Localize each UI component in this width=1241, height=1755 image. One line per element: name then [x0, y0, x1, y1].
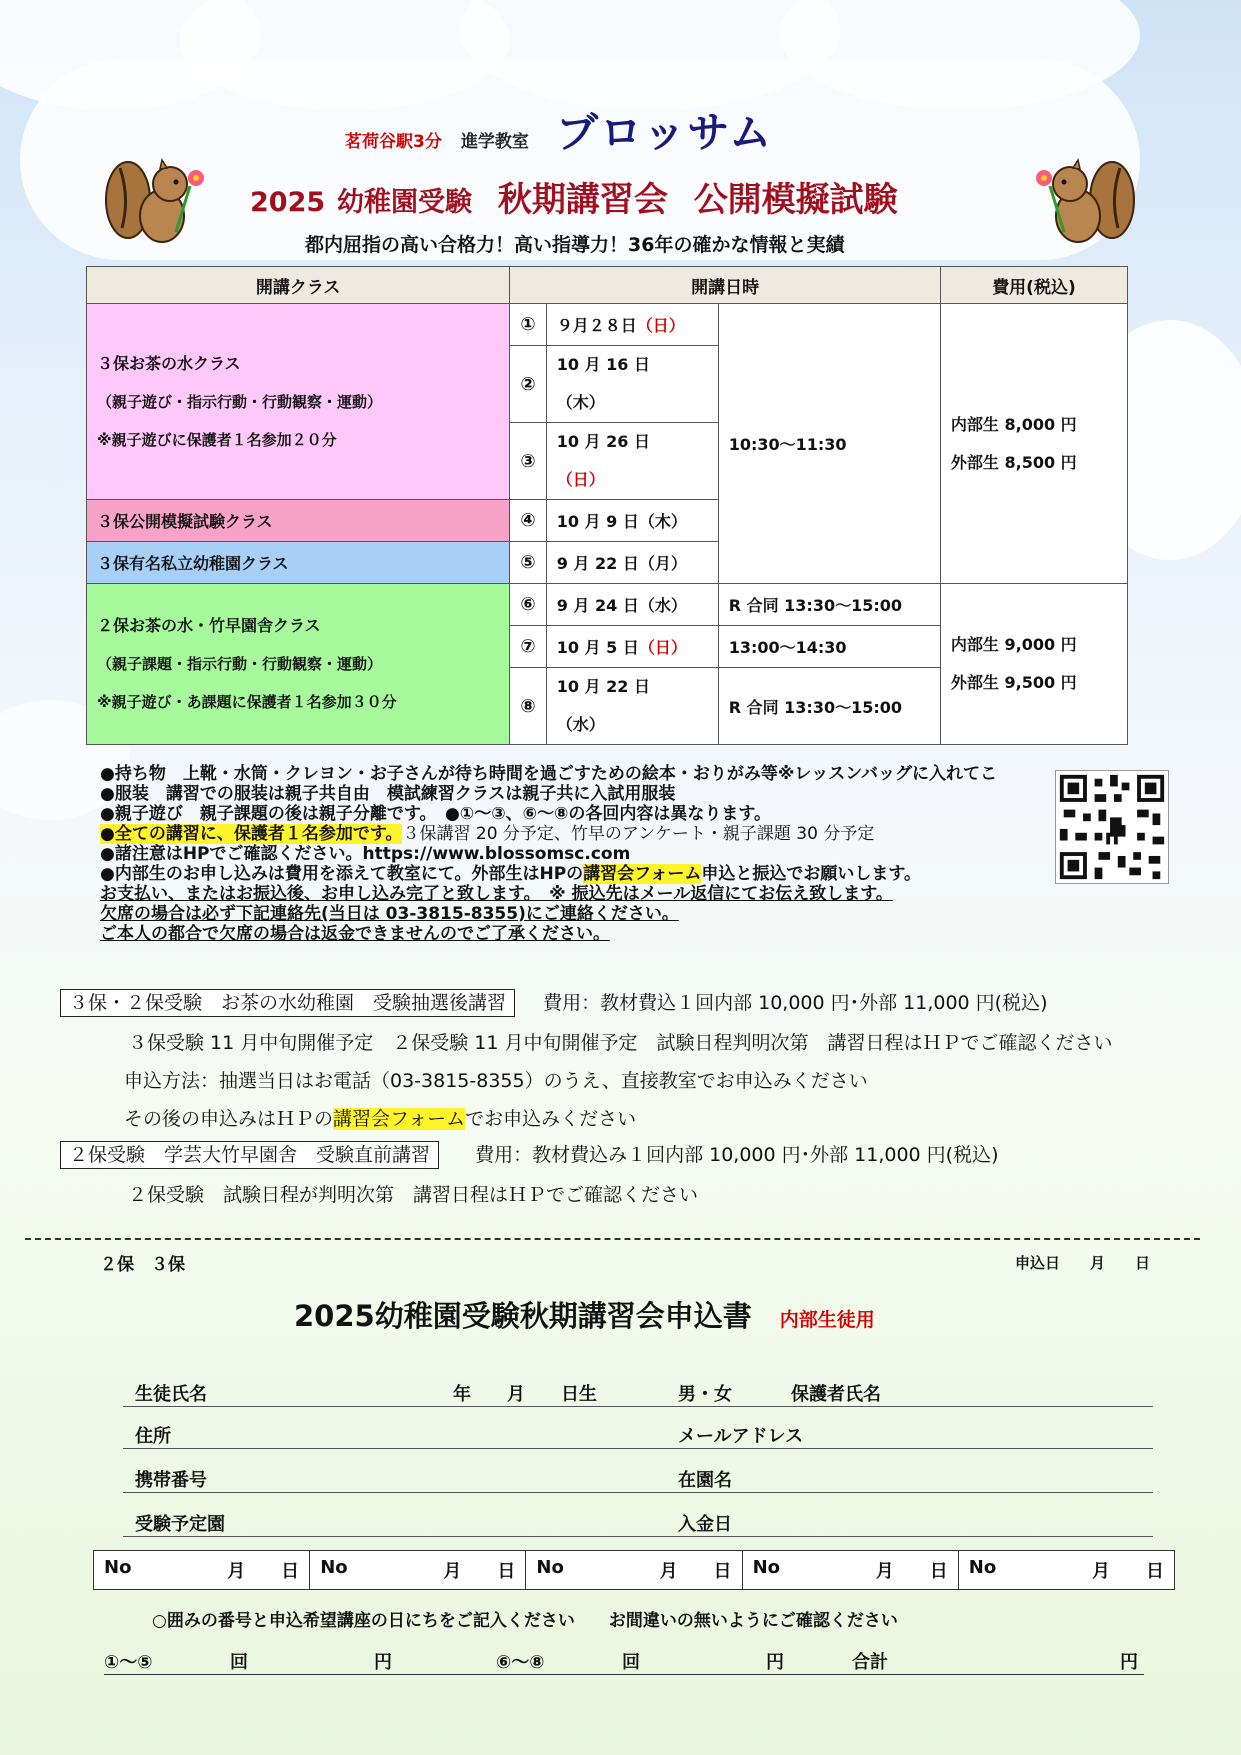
- class-note: ※親子遊びに保護者１名参加２０分: [97, 430, 337, 449]
- seminar2-header: [60, 1140, 999, 1167]
- form-title: 2025幼稚園受験秋期講習会申込書: [294, 1299, 752, 1333]
- class-desc: （親子課題・指示行動・行動観察・運動）: [97, 655, 383, 673]
- header-class: 開講クラス: [87, 267, 510, 304]
- seminar1-line: ３保受験 11 月中旬開催予定 ２保受験 11 月中旬開催予定 試験日程判明次第 講習日程はＨＰでご確認ください: [128, 1032, 1113, 1054]
- squirrel-illustration-right: [1030, 148, 1140, 248]
- table-header-row: [87, 267, 1128, 304]
- sum-1-5-times[interactable]: 回: [230, 1652, 248, 1673]
- session-number: ⑥: [510, 584, 546, 626]
- session-time: 10:30～11:30: [718, 304, 940, 584]
- session-date: 10 月 5 日（日）: [546, 626, 718, 668]
- class-desc: （親子遊び・指示行動・行動観察・運動）: [97, 392, 383, 411]
- form-title-block: [294, 1294, 875, 1335]
- fee-outer: 外部生 9,500 円: [950, 673, 1077, 692]
- seminar1-fee: 費用：教材費込１回内部 10,000 円･外部 11,000 円(税込): [543, 992, 1048, 1014]
- school-field[interactable]: 在園名: [678, 1470, 732, 1491]
- seminar1-title: ３保・２保受験 お茶の水幼稚園 受験抽選後講習: [60, 989, 515, 1017]
- sum-6-8-label: ⑥～⑧: [496, 1652, 545, 1673]
- form-link[interactable]: 講習会フォーム: [333, 1108, 466, 1130]
- session-number: ⑤: [510, 542, 546, 584]
- table-row: [87, 584, 1128, 626]
- no-cell[interactable]: No 月 日: [94, 1551, 310, 1590]
- session-date: 10 月 22 日 （水）: [546, 668, 718, 745]
- note-line: 欠席の場合は必ず下記連絡先(当日は 03-3815-8355)にご連絡ください。: [100, 904, 679, 924]
- session-number: ③: [510, 423, 546, 500]
- session-number: ①: [510, 304, 546, 346]
- phone-field[interactable]: 携帯番号: [135, 1470, 207, 1491]
- fee-inner: 内部生 9,000 円: [950, 635, 1077, 654]
- totals-row: [104, 1648, 1144, 1675]
- form-subtitle: 内部生徒用: [779, 1309, 875, 1331]
- fee-inner: 内部生 8,000 円: [950, 414, 1077, 434]
- target-school-field[interactable]: 受験予定園: [135, 1514, 225, 1535]
- no-cell[interactable]: No 月 日: [310, 1551, 526, 1590]
- seminar1-header: [60, 988, 1048, 1015]
- schedule-table: [86, 266, 1128, 745]
- form-apply-date: 申込日 月 日: [1015, 1254, 1151, 1272]
- class-note: ※親子遊び・あ課題に保護者１名参加３０分: [97, 693, 397, 711]
- form-grade: ２保 ３保: [100, 1255, 185, 1275]
- note-line: ●持ち物 上靴・水筒・クレヨン・お子さんが待ち時間を過ごすための絵本・おりがみ等※レッスンバッグに入れてこ: [100, 764, 997, 784]
- sum-6-8-times[interactable]: 回: [622, 1652, 640, 1673]
- header-top-line: [345, 100, 865, 160]
- title-exam: 公開模擬試験: [693, 180, 898, 220]
- sum-6-8-yen[interactable]: 円: [766, 1652, 784, 1673]
- session-date: ９月２８日（日）: [546, 304, 718, 346]
- note-highlight: ●全ての講習に、保護者１名参加です。: [100, 824, 403, 844]
- birth-field[interactable]: 年 月 日生: [453, 1384, 597, 1405]
- squirrel-illustration-left: [100, 148, 210, 248]
- main-title: [250, 172, 1010, 221]
- session-number: ④: [510, 500, 546, 542]
- station-label: 茗荷谷駅3分: [345, 132, 442, 152]
- email-field[interactable]: メールアドレス: [678, 1426, 804, 1447]
- class-cell-3ho-ochanomizu: [87, 304, 510, 500]
- seminar1-line: 申込方法：抽選当日はお電話（03-3815-8355）のうえ、直接教室でお申込みください: [124, 1070, 868, 1092]
- table-row: [94, 1551, 1175, 1590]
- class-cell-3ho-shiritsu: ３保有名私立幼稚園クラス: [87, 542, 510, 584]
- student-name-field[interactable]: 生徒氏名: [135, 1384, 207, 1405]
- class-cell-3ho-mogi: ３保公開模擬試験クラス: [87, 500, 510, 542]
- session-number: ②: [510, 346, 546, 423]
- session-time: 13:00～14:30: [718, 626, 940, 668]
- session-time: R 合同 13:30～15:00: [718, 668, 940, 745]
- sum-1-5-label: ①～⑤: [104, 1652, 153, 1673]
- no-cell[interactable]: No 月 日: [742, 1551, 958, 1590]
- address-field[interactable]: 住所: [135, 1426, 171, 1447]
- session-number: ⑦: [510, 626, 546, 668]
- table-row: [87, 304, 1128, 346]
- form-row-address: [123, 1422, 1153, 1449]
- guardian-field[interactable]: 保護者氏名: [791, 1384, 881, 1405]
- form-row-name: [123, 1380, 1153, 1407]
- qr-code[interactable]: [1055, 770, 1169, 884]
- class-name: ３保お茶の水クラス: [97, 353, 241, 373]
- title-main: 幼稚園受験: [337, 187, 472, 218]
- note-line: [100, 824, 1100, 844]
- session-number-table: [93, 1550, 1175, 1590]
- title-year: 2025: [250, 187, 326, 218]
- note-line: お支払い、またはお振込後、お申し込み完了と致します。 ※ 振込先はメール返信にてお伝え致します。: [100, 884, 893, 904]
- seminar1-line: その後の申込みはＨＰの講習会フォームでお申込みください: [124, 1108, 637, 1130]
- form-row-target: [123, 1510, 1153, 1537]
- header-datetime: 開講日時: [510, 267, 941, 304]
- payment-date-field[interactable]: 入金日: [678, 1514, 732, 1535]
- note-line: ●内部生のお申し込みは費用を添えて教室にて。外部生はHPの講習会フォーム申込と振込でお願いします。: [100, 864, 921, 884]
- session-date: 10 月 9 日（木）: [546, 500, 718, 542]
- note-line-url[interactable]: ●諸注意はHPでご確認ください。https://www.blossomsc.com: [100, 844, 631, 864]
- seminar2-fee: 費用：教材費込み１回内部 10,000 円･外部 11,000 円(税込): [475, 1144, 999, 1166]
- brand-name: ブロッサム: [556, 108, 774, 157]
- title-course: 秋期講習会: [497, 180, 668, 220]
- fee-outer: 外部生 8,500 円: [950, 452, 1077, 472]
- session-date: 10 月 26 日 （日）: [546, 423, 718, 500]
- note-line: ●服装 講習での服装は親子共自由 模試練習クラスは親子共に入試用服装: [100, 784, 676, 804]
- header-fee: 費用(税込): [940, 267, 1127, 304]
- notes-block: [100, 764, 1100, 944]
- gender-field[interactable]: 男・女: [678, 1384, 732, 1405]
- note-line: ご本人の都合で欠席の場合は返金できませんのでご了承ください。: [100, 924, 610, 944]
- total-label: 合計: [852, 1652, 888, 1673]
- session-time: R 合同 13:30～15:00: [718, 584, 940, 626]
- no-cell[interactable]: No 月 日: [526, 1551, 742, 1590]
- fee-cell-1-5: [940, 304, 1127, 584]
- seminar2-title: ２保受験 学芸大竹早園舎 受験直前講習: [60, 1141, 439, 1169]
- seminar2-line: ２保受験 試験日程が判明次第 講習日程はＨＰでご確認ください: [128, 1184, 699, 1206]
- form-instruction: ○囲みの番号と申込希望講座の日にちをご記入ください お間違いの無いようにご確認ください: [152, 1611, 898, 1631]
- session-date: 10 月 16 日 （木）: [546, 346, 718, 423]
- form-link[interactable]: 講習会フォーム: [583, 864, 702, 884]
- form-row-phone: [123, 1466, 1153, 1493]
- note-text: ３保講習 20 分予定、竹早のアンケート・親子課題 30 分予定: [402, 824, 875, 844]
- note-line: ●親子遊び 親子課題の後は親子分離です。 ●①～③、⑥～⑧の各回内容は異なります。: [100, 804, 772, 824]
- total-yen[interactable]: 円: [1120, 1652, 1138, 1673]
- class-cell-2ho: [87, 584, 510, 745]
- sum-1-5-yen[interactable]: 円: [374, 1652, 392, 1673]
- session-date: 9 月 22 日（月）: [546, 542, 718, 584]
- session-number: ⑧: [510, 668, 546, 745]
- classroom-label: 進学教室: [460, 132, 529, 152]
- no-cell[interactable]: No 月 日: [958, 1551, 1174, 1590]
- tagline: 都内屈指の高い合格力！高い指導力！36年の確かな情報と実績: [305, 234, 845, 256]
- fee-cell-6-8: [940, 584, 1127, 745]
- class-name: ２保お茶の水・竹早園舎クラス: [97, 616, 321, 635]
- cut-line: [25, 1238, 1200, 1240]
- session-date: 9 月 24 日（水）: [546, 584, 718, 626]
